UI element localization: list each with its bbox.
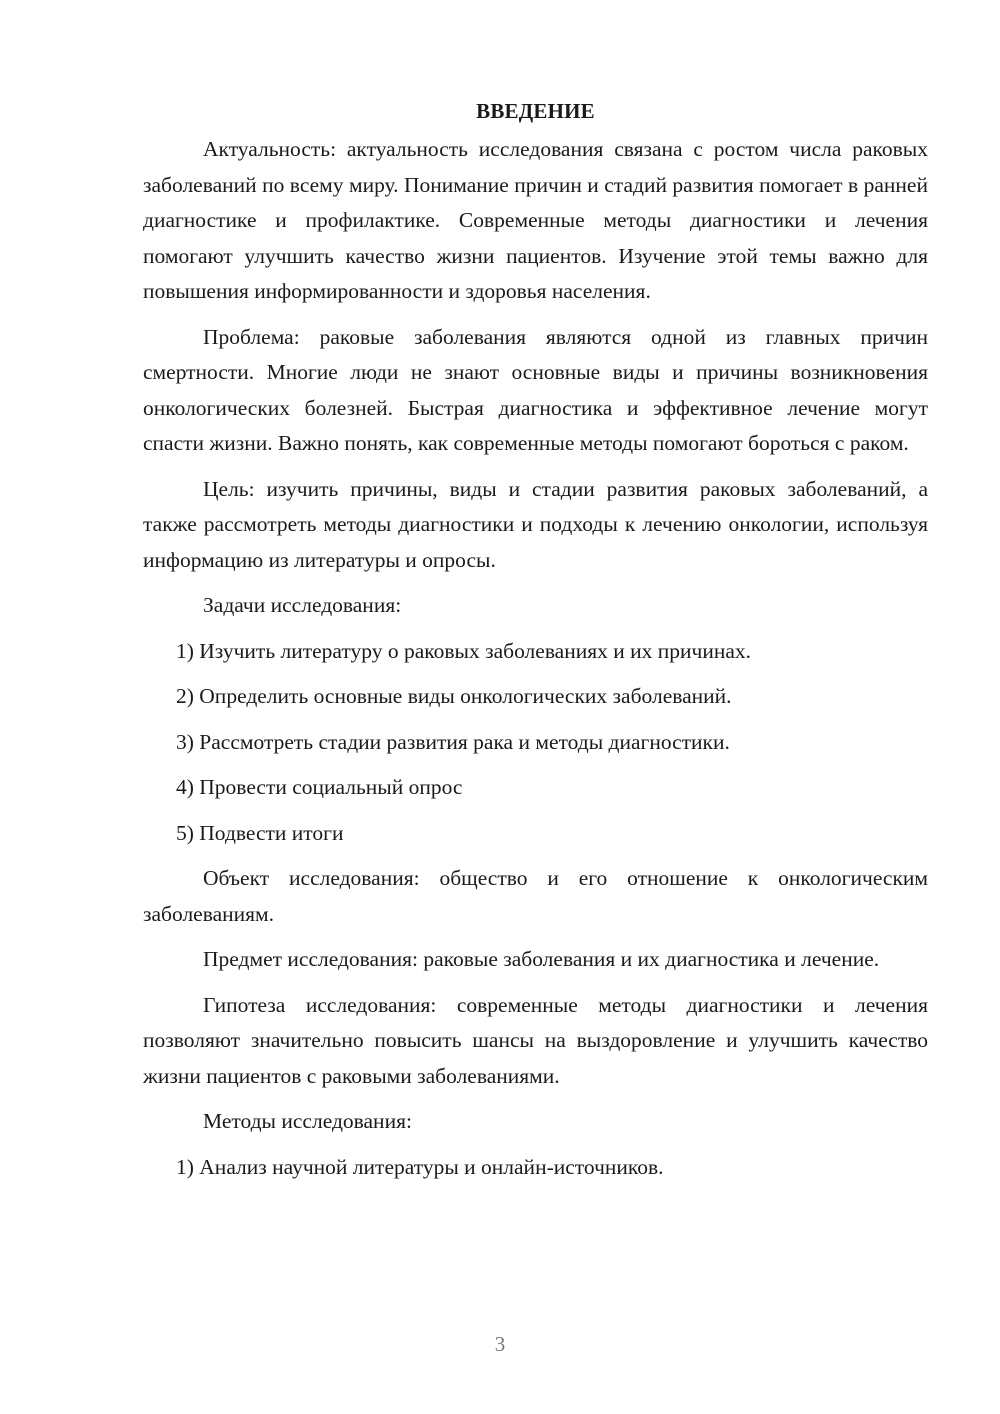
paragraph-hypothesis: Гипотеза исследования: современные методы диагностики и лечения позволяют значительно повысить шансы на выздоровление и улучшить качество жизни пациентов с раковыми заболеваниями. xyxy=(143,992,928,1088)
paragraph-problem: Проблема: раковые заболевания являются одной из главных причин смертности. Многие люди не знают основные виды и причины возникновения онкологических болезней. Быстрая диагностика и эффективное лечение могут спасти жизни. Важно понять, как современные методы помогают бороться с раком. xyxy=(143,324,928,455)
document-page xyxy=(143,96,928,1195)
task-item-4: 4) Провести социальный опрос xyxy=(176,775,463,799)
task-item-2: 2) Определить основные виды онкологических заболеваний. xyxy=(176,684,732,708)
paragraph-subject: Предмет исследования: раковые заболевания и их диагностика и лечение. xyxy=(203,947,880,971)
method-item-1: 1) Анализ научной литературы и онлайн-источников. xyxy=(176,1154,664,1179)
task-item-1: 1) Изучить литературу о раковых заболеваниях и их причинах. xyxy=(176,638,752,663)
methods-label: Методы исследования: xyxy=(203,1109,412,1133)
task-item-3: 3) Рассмотреть стадии развития рака и методы диагностики. xyxy=(176,729,730,754)
task-item-5: 5) Подвести итоги xyxy=(176,820,344,845)
section-heading: ВВЕДЕНИЕ xyxy=(476,99,595,123)
paragraph-relevance: Актуальность: актуальность исследования связана с ростом числа раковых заболеваний по всему миру. Понимание причин и стадий развития помогает в ранней диагностике и профилактике. Современные методы диагностики и лечения помогают улучшить качество жизни пациентов. Изучение этой темы важно для повышения информированности и здоровья населения. xyxy=(143,137,928,303)
paragraph-object: Объект исследования: общество и его отношение к онкологическим заболеваниям. xyxy=(143,866,928,926)
tasks-label: Задачи исследования: xyxy=(203,593,402,617)
paragraph-goal: Цель: изучить причины, виды и стадии развития раковых заболеваний, а также рассмотреть методы диагностики и подходы к лечению онкологии, используя информацию из литературы и опросы. xyxy=(143,476,928,572)
page-number: 3 xyxy=(494,1332,506,1356)
